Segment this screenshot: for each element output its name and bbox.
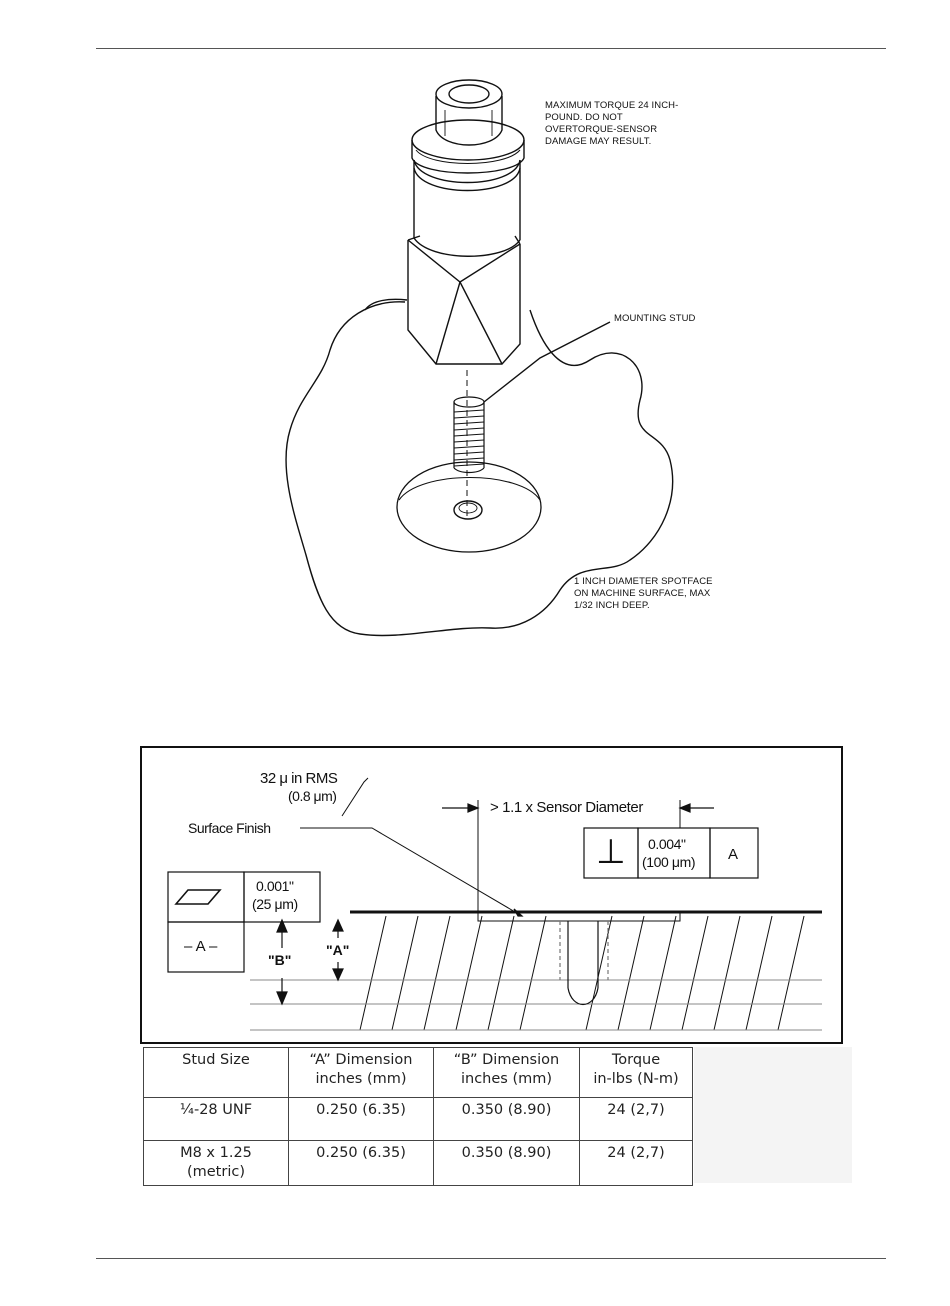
perpendicularity-tolerance-metric: (100 μm) <box>642 854 696 870</box>
tapped-hole <box>454 501 482 519</box>
cell-b-dimension: 0.350 (8.90) <box>434 1098 580 1141</box>
table-header-row <box>144 1048 693 1098</box>
perpendicularity-symbol: ⊥ <box>596 832 626 872</box>
header-stud-size: Stud Size <box>144 1048 289 1098</box>
sensor-connector <box>436 80 502 145</box>
cell-torque: 24 (2,7) <box>580 1098 693 1141</box>
cell-stud-size: ¼-28 UNF <box>144 1098 289 1141</box>
header-rule <box>96 48 886 49</box>
cell-b-dimension: 0.350 (8.90) <box>434 1141 580 1186</box>
table-row <box>144 1141 693 1186</box>
perpendicularity-tolerance: 0.004" <box>648 836 686 852</box>
torque-note: MAXIMUM TORQUE 24 INCH-POUND. DO NOT OVERTORQUE-SENSOR DAMAGE MAY RESULT. <box>545 100 679 147</box>
header-a-dimension: “A” Dimension inches (mm) <box>289 1048 434 1098</box>
surface-finish-label: Surface Finish <box>188 820 271 836</box>
flatness-tolerance-metric: (25 μm) <box>252 896 298 912</box>
surface-finish-leader <box>300 828 522 916</box>
sensor-body <box>414 160 520 256</box>
flatness-control-frame <box>168 872 320 972</box>
mounting-stud <box>454 397 484 473</box>
cell-torque: 24 (2,7) <box>580 1141 693 1186</box>
cell-a-dimension: 0.250 (6.35) <box>289 1098 434 1141</box>
mounting-stud-label: MOUNTING STUD <box>614 313 696 324</box>
stud-hole <box>560 921 608 1005</box>
spotface <box>397 462 541 552</box>
flatness-tolerance: 0.001" <box>256 878 294 894</box>
stud-dimension-table <box>143 1047 693 1186</box>
rms-finish-metric: (0.8 μm) <box>288 788 337 804</box>
datum-a-label: – A – <box>184 938 218 955</box>
cell-stud-size: M8 x 1.25 (metric) <box>144 1141 289 1186</box>
header-b-dimension: “B” Dimension inches (mm) <box>434 1048 580 1098</box>
dimension-b-label: "B" <box>268 952 292 968</box>
table-side-panel <box>694 1047 852 1183</box>
sensor-mounting-illustration <box>260 60 730 650</box>
cell-a-dimension: 0.250 (6.35) <box>289 1141 434 1186</box>
rms-finish-label: 32 μ in RMS <box>260 770 338 787</box>
cable-line <box>365 299 407 310</box>
header-torque: Torque in-lbs (N-m) <box>580 1048 693 1098</box>
sensor-diameter-label: > 1.1 x Sensor Diameter <box>490 799 643 816</box>
mounting-surface-section-diagram <box>140 746 843 1044</box>
sensor-hex-base <box>408 236 520 364</box>
footer-rule <box>96 1258 886 1259</box>
dimension-a-label: "A" <box>326 942 350 958</box>
perpendicularity-datum: A <box>728 846 739 863</box>
spotface-note: 1 INCH DIAMETER SPOTFACE ON MACHINE SURFACE, MAX 1/32 INCH DEEP. <box>574 576 713 611</box>
section-hatching <box>360 916 804 1030</box>
table-row <box>144 1098 693 1141</box>
sensor-collar <box>412 120 524 173</box>
